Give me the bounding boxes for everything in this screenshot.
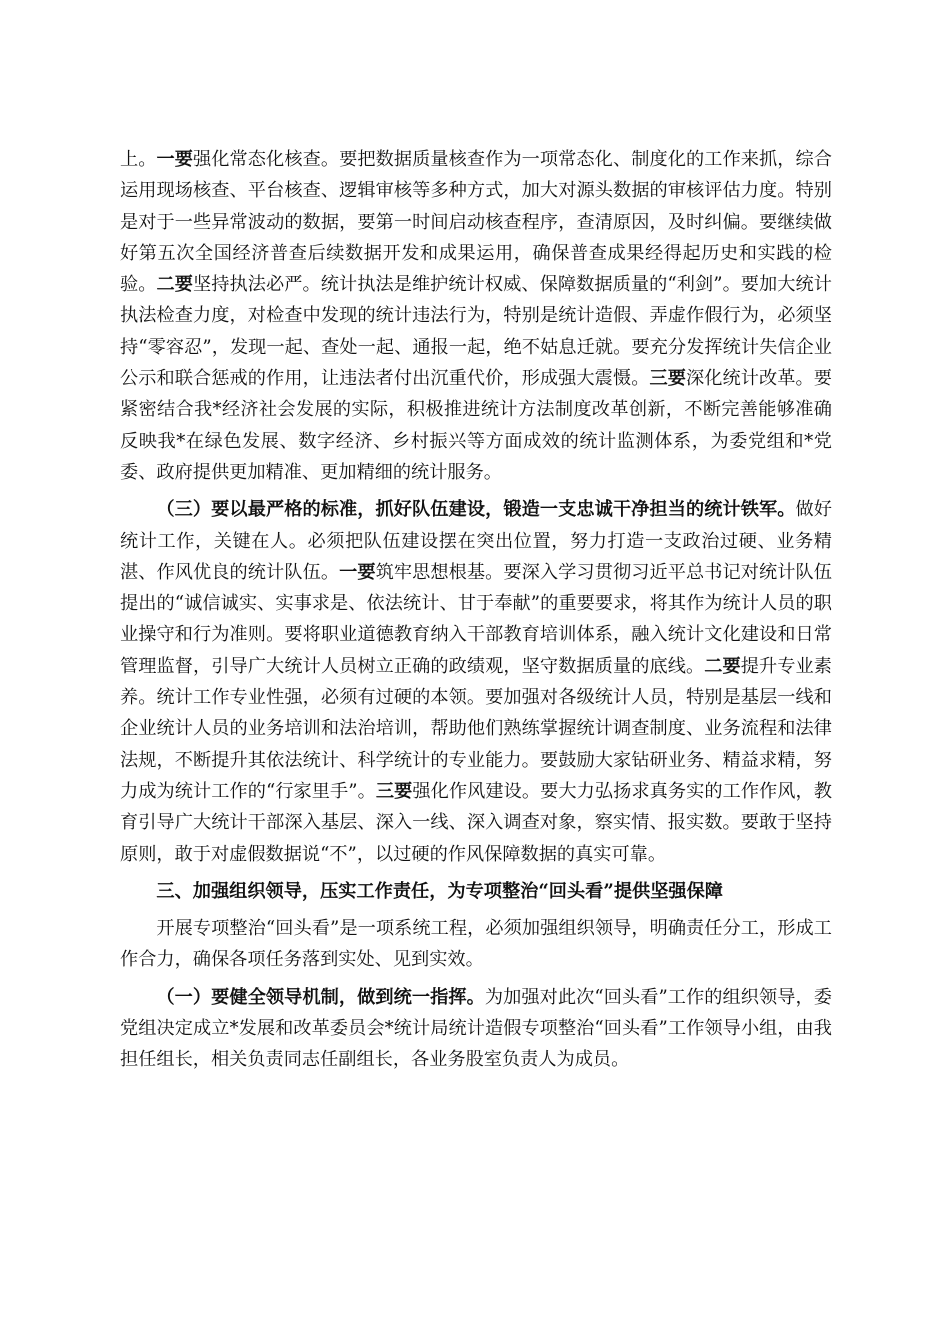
paragraph-intro: 开展专项整治“回头看”是一项系统工程，必须加强组织领导，明确责任分工，形成工作合力，确保各项任务落到实处、见到实效。 [120,918,832,971]
text-segment: 坚持执法必严。统计执法是维护统计权威、保障数据质量的“利剑”。要加大统计执法检查力度，对检查中发现的统计违法行为，特别是统计造假、弄虚作假行为，必须坚持“零容忍”，发现一起、查处一起、通报一起，绝不姑息迁就。要充分发挥统计失信企业公示和联合惩戒的作用，让违法者付出沉重代价，形成强大震慑。 [120,274,832,390]
text-segment: 强化作风建设。要大力弘扬求真务实的工作作风，教育引导广大统计干部深入基层、深入一线、深入调查对象，察实情、报实数。要敢于坚持原则，敢于对虚假数据说“不”，以过硬的作风保障数据的真实可靠。 [120,780,832,865]
section-heading: 三、加强组织领导，压实工作责任，为专项整治“回头看”提供坚强保障 [156,880,723,902]
paragraph-data-quality [120,144,832,488]
bold-keyword: 三要 [375,780,413,802]
document-page [120,144,832,1076]
text-segment: 筑牢思想根基。要深入学习贯彻习近平总书记对统计队伍提出的“诚信诚实、实事求是、依法统计、甘于奉献”的重要要求，将其作为统计人员的职业操守和行为准则。要将职业道德教育纳入干部教育培训体系，融入统计文化建设和日常管理监督，引导广大统计人员树立正确的政绩观，坚守数据质量的底线。 [120,561,832,677]
bold-keyword: 一要 [156,149,194,170]
text-segment: 做好统计工作，关键在人。必须把队伍建设摆在突出位置，努力打造一支政治过硬、业务精湛、作风优良的统计队伍。 [120,499,832,583]
bold-keyword: 三要 [649,368,686,390]
bold-keyword: 二要 [156,274,193,296]
bold-keyword: 二要 [704,655,741,677]
section-subheading: （一）要健全领导机制，做到统一指挥。 [156,986,485,1008]
paragraph-leadership [120,982,832,1076]
text-segment: 强化常态化核查。要把数据质量核查作为一项常态化、制度化的工作来抓，综合运用现场核查、平台核查、逻辑审核等多种方式，加大对源头数据的审核评估力度。特别是对于一些异常波动的数据，要第一时间启动核查程序，查清原因，及时纠偏。要继续做好第五次全国经济普查后续数据开发和成果运用，确保普查成果经得起历史和实践的检验。 [120,149,832,296]
paragraph-team-building [120,494,832,870]
section-subheading: （三）要以最严格的标准，抓好队伍建设，锻造一支忠诚干净担当的统计铁军。 [156,499,796,521]
text-segment: 深化统计改革。要紧密结合我*经济社会发展的实际，积极推进统计方法制度改革创新，不断完善能够准确反映我*在绿色发展、数字经济、乡村振兴等方面成效的统计监测体系，为委党组和*党委、政府提供更加精准、更加精细的统计服务。 [120,368,832,483]
bold-keyword: 一要 [339,561,376,583]
text-segment: 上。 [120,149,157,170]
text-segment: 为加强对此次“回头看”工作的组织领导，委党组决定成立*发展和改革委员会*统计局统计造假专项整治“回头看”工作领导小组，由我担任组长，相关负责同志任副组长，各业务股室负责人为成员。 [120,986,832,1071]
text-segment: 提升专业素养。统计工作专业性强，必须有过硬的本领。要加强对各级统计人员，特别是基层一线和企业统计人员的业务培训和法治培训，帮助他们熟练掌握统计调查制度、业务流程和法律法规，不断提升其依法统计、科学统计的专业能力。要鼓励大家钻研业务、精益求精，努力成为统计工作的“行家里手”。 [120,655,832,802]
